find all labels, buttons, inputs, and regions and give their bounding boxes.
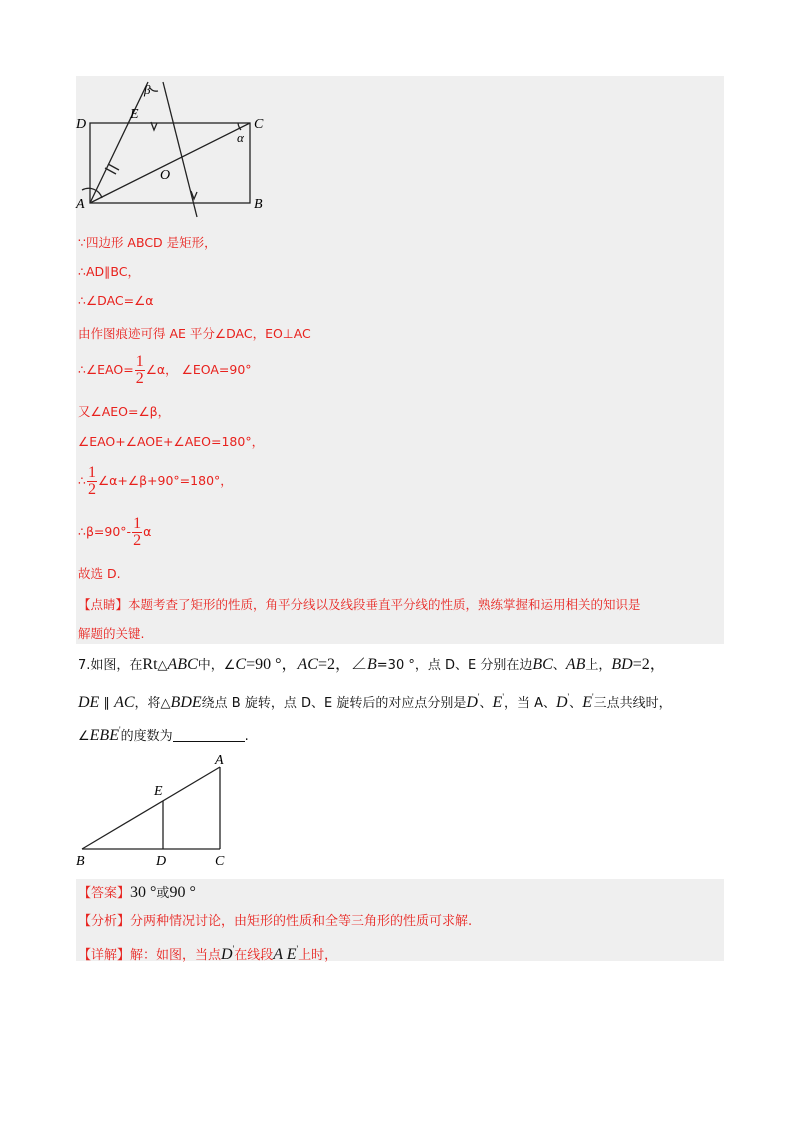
solution-line-7: ∠EAO+∠AOE+∠AEO=180°， xyxy=(78,434,265,449)
arc-a xyxy=(82,188,102,198)
figure-rectangle xyxy=(70,78,290,218)
comment-line-1 xyxy=(78,597,641,613)
question-line-2: DE ∥ AC，将△BDE绕点 B 旋转，点 D、E 旋转后的对应点分别是D'、E'，当 A、D'、E'三点共线时， xyxy=(78,692,672,711)
answer-blank xyxy=(173,729,245,742)
fraction-half: $\frac{1}{2}$ xyxy=(133,515,142,549)
figure-triangle xyxy=(70,750,240,870)
solution-line-2: ∴AD∥BC， xyxy=(78,264,140,279)
line9-end: α xyxy=(143,524,152,539)
solution-line-6: 又∠AEO=∠β， xyxy=(78,404,171,419)
comment-line-2: 解题的关键. xyxy=(78,626,145,641)
solution-line-10: 故选 D. xyxy=(78,566,121,581)
line9-start: ∴β=90°- xyxy=(78,524,132,539)
perpendicular-eo xyxy=(163,82,197,217)
analysis-text: 分两种情况讨论，由矩形的性质和全等三角形的性质可求解. xyxy=(130,914,473,929)
answer-line: 【答案】30 °或90 ° xyxy=(78,884,196,901)
label-e: E xyxy=(154,784,163,799)
answer-tag: 【答案】 xyxy=(78,886,131,901)
solution-line-5 xyxy=(78,354,252,387)
label-b: B xyxy=(76,854,85,869)
tick-2 xyxy=(108,164,119,170)
label-a: A xyxy=(76,197,85,212)
line5-start: ∴∠EAO= xyxy=(78,362,134,377)
label-beta: β xyxy=(144,82,151,97)
line8-start: ∴ xyxy=(78,473,86,488)
label-e: E xyxy=(130,107,139,122)
bisector-ae xyxy=(90,82,148,203)
fraction-half: $\frac{1}{2}$ xyxy=(135,353,144,387)
label-d: D xyxy=(156,854,167,869)
analysis-tag: 【分析】 xyxy=(78,914,131,929)
analysis-line xyxy=(78,913,472,931)
question-line-3: ∠EBE'的度数为 . xyxy=(78,725,249,744)
fraction-half: $\frac{1}{2}$ xyxy=(87,464,96,498)
label-c: C xyxy=(254,117,264,132)
solution-line-8 xyxy=(78,465,233,498)
line8-end: ∠α+∠β+90°=180°， xyxy=(97,473,233,488)
detail-line: 【详解】解：如图，当点D'在线段A E'上时， xyxy=(78,944,338,963)
question-line-1: 7.如图，在Rt△ABC中，∠C=90 °，AC=2，∠B=30 °，点 D、E 分别在边BC、AB上，BD=2， xyxy=(78,656,666,673)
solution-line-4: 由作图痕迹可得 AE 平分∠DAC，EO⊥AC xyxy=(78,326,311,341)
solution-line-9 xyxy=(78,516,151,549)
label-c: C xyxy=(215,854,225,869)
side-ba xyxy=(82,767,220,849)
label-alpha: α xyxy=(237,130,244,145)
label-a: A xyxy=(215,753,224,768)
comment-text: 本题考查了矩形的性质，角平分线以及线段垂直平分线的性质，熟练掌握和运用相关的知识是 xyxy=(128,597,641,612)
solution-line-1: ∵四边形 ABCD 是矩形， xyxy=(78,235,217,250)
comment-tag: 【点睛】 xyxy=(78,597,129,612)
detail-tag: 【详解】 xyxy=(78,948,131,963)
solution-line-3: ∴∠DAC=∠α xyxy=(78,293,154,308)
label-b: B xyxy=(254,197,263,212)
label-d: D xyxy=(76,117,87,132)
diagonal-ac xyxy=(90,123,250,203)
line5-end: ∠α， ∠EOA=90° xyxy=(145,362,252,377)
arc-beta xyxy=(150,88,158,91)
tick-1 xyxy=(105,168,116,174)
label-o: O xyxy=(160,168,171,183)
